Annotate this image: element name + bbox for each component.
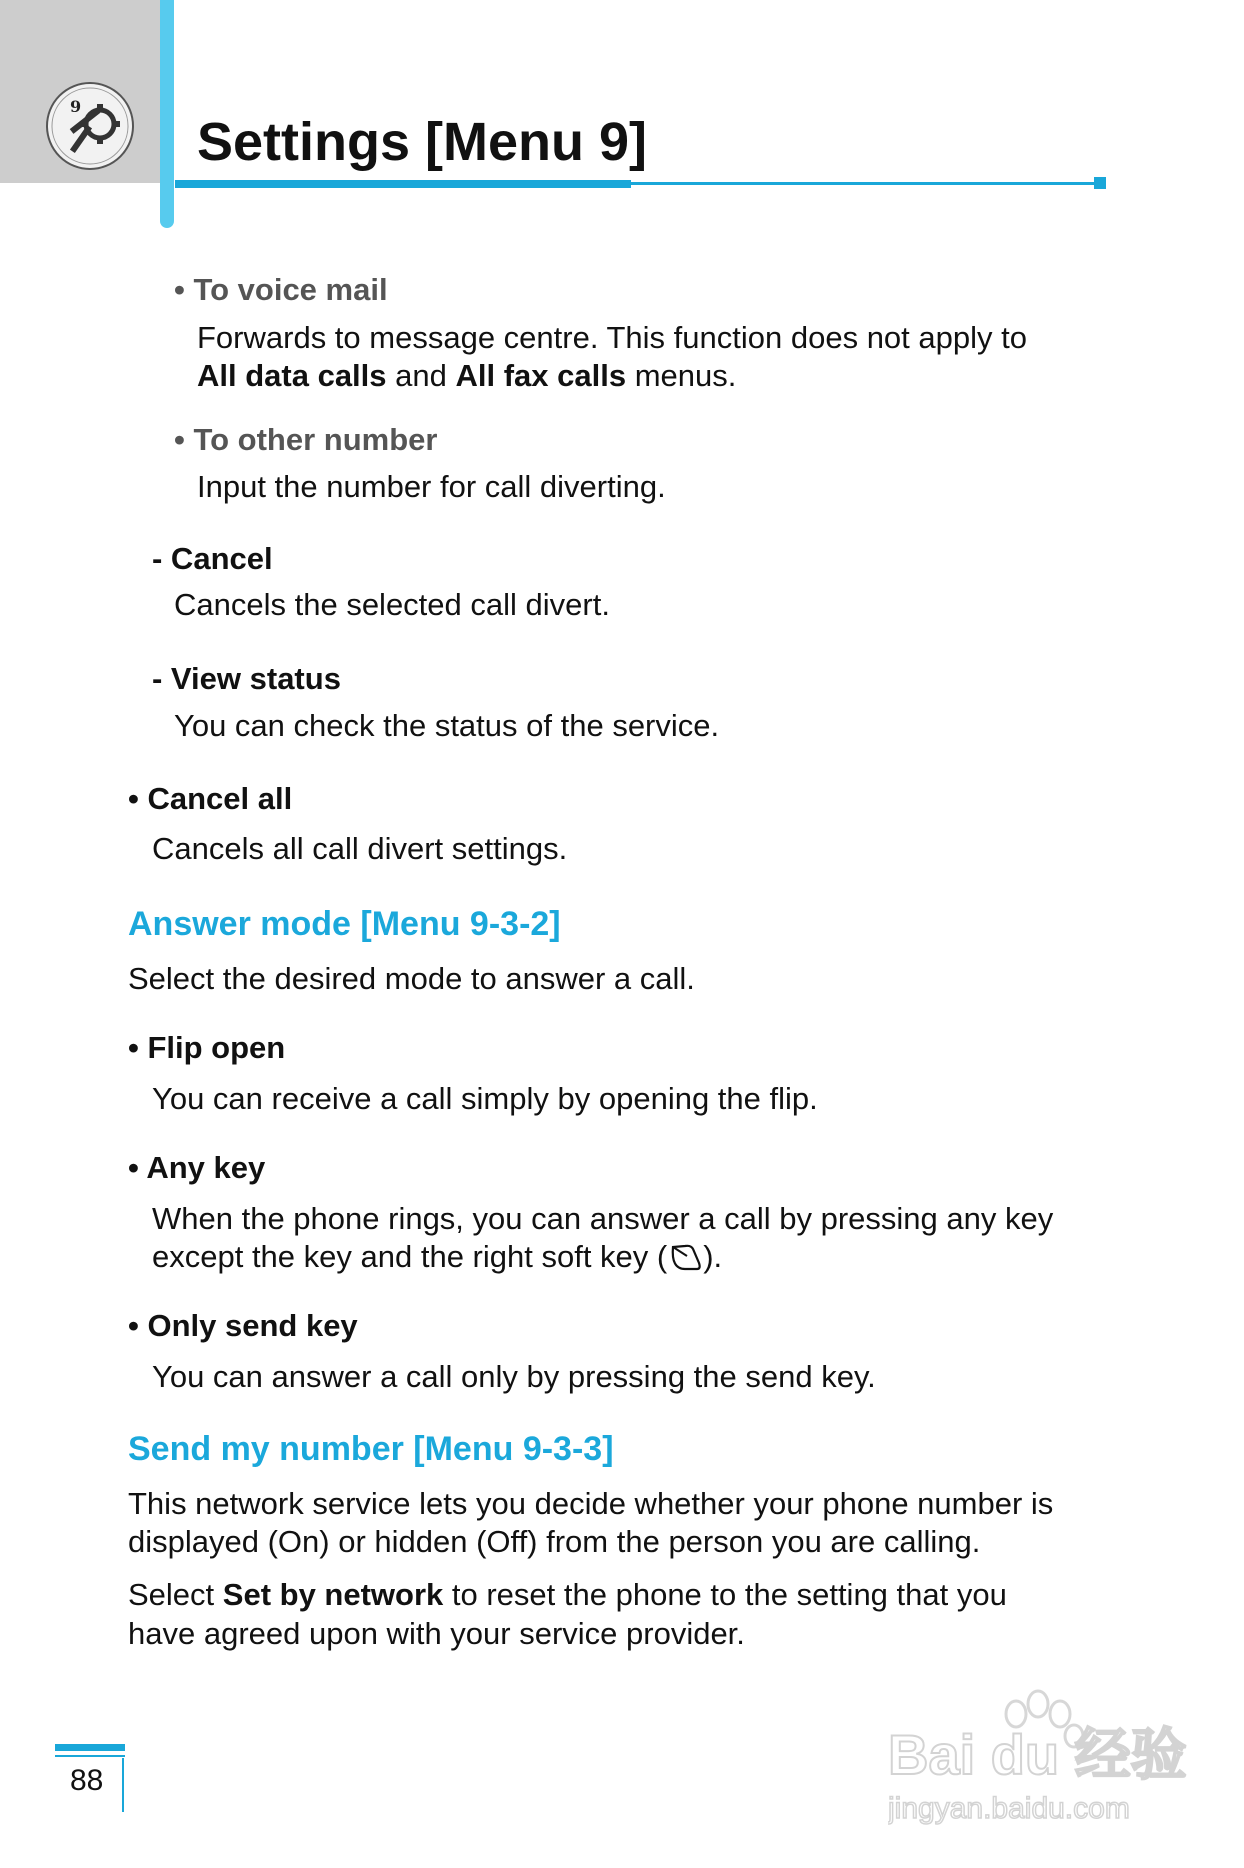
watermark-brand: Bai du 经验 <box>888 1723 1187 1786</box>
cancel-text: Cancels the selected call divert. <box>174 587 610 622</box>
only-send-key-heading: • Only send key <box>128 1308 358 1343</box>
baidu-watermark <box>888 1686 1188 1826</box>
voice-mail-text-line1: Forwards to message centre. This function does not apply to <box>197 320 1027 355</box>
voice-mail-text-line2 <box>197 356 736 395</box>
any-key-heading: • Any key <box>128 1150 266 1185</box>
other-number-heading: • To other number <box>174 422 438 457</box>
answer-mode-intro: Select the desired mode to answer a call. <box>128 961 695 996</box>
footer-vertical-line <box>122 1758 124 1812</box>
settings-menu-icon <box>44 80 136 172</box>
any-key-line2-end: ). <box>703 1239 723 1274</box>
view-status-heading: - View status <box>152 661 341 696</box>
any-key-text-line2 <box>152 1237 722 1276</box>
view-status-text: You can check the status of the service. <box>174 708 720 743</box>
cancel-all-text: Cancels all call divert settings. <box>152 831 568 866</box>
send-number-para1-line2: displayed (On) or hidden (Off) from the person you are calling. <box>128 1524 981 1559</box>
icon-menu-number: 9 <box>70 97 82 116</box>
answer-mode-heading: Answer mode [Menu 9-3-2] <box>128 905 561 943</box>
all-data-calls-term: All data calls <box>197 358 387 393</box>
page-title: Settings [Menu 9] <box>197 112 648 172</box>
voice-mail-heading: • To voice mail <box>174 272 388 307</box>
cancel-all-heading: • Cancel all <box>128 781 293 816</box>
send-number-para2-line2: have agreed upon with your service provider. <box>128 1616 745 1651</box>
send-number-para2-end: to reset the phone to the setting that you <box>443 1577 1007 1612</box>
cancel-heading: - Cancel <box>152 541 273 576</box>
title-underline-thick <box>175 180 631 188</box>
title-underline-endcap <box>1094 177 1106 189</box>
any-key-line2-start: except the key and the right soft key ( <box>152 1239 668 1274</box>
other-number-text: Input the number for call diverting. <box>197 469 666 504</box>
send-number-para2-line1 <box>128 1575 1007 1614</box>
set-by-network-term: Set by network <box>222 1577 444 1612</box>
title-underline-thin <box>631 182 1094 185</box>
voice-mail-line-end: menus. <box>626 358 737 393</box>
watermark-url: jingyan.baidu.com <box>888 1792 1130 1825</box>
right-soft-key-icon <box>667 1239 703 1273</box>
voice-mail-conjunction: and <box>386 358 456 393</box>
all-fax-calls-term: All fax calls <box>455 358 627 393</box>
footer-rule-thin <box>55 1755 125 1757</box>
footer-rule-thick <box>55 1744 125 1751</box>
send-number-select-word: Select <box>128 1577 223 1612</box>
send-number-para1-line1: This network service lets you decide whether your phone number is <box>128 1486 1054 1521</box>
page-number: 88 <box>70 1764 104 1797</box>
any-key-text-line1: When the phone rings, you can answer a call by pressing any key <box>152 1201 1054 1236</box>
flip-open-heading: • Flip open <box>128 1030 286 1065</box>
header-accent-bar <box>160 0 174 228</box>
send-my-number-heading: Send my number [Menu 9-3-3] <box>128 1430 614 1468</box>
only-send-key-text: You can answer a call only by pressing the send key. <box>152 1359 876 1394</box>
flip-open-text: You can receive a call simply by opening the flip. <box>152 1081 818 1116</box>
